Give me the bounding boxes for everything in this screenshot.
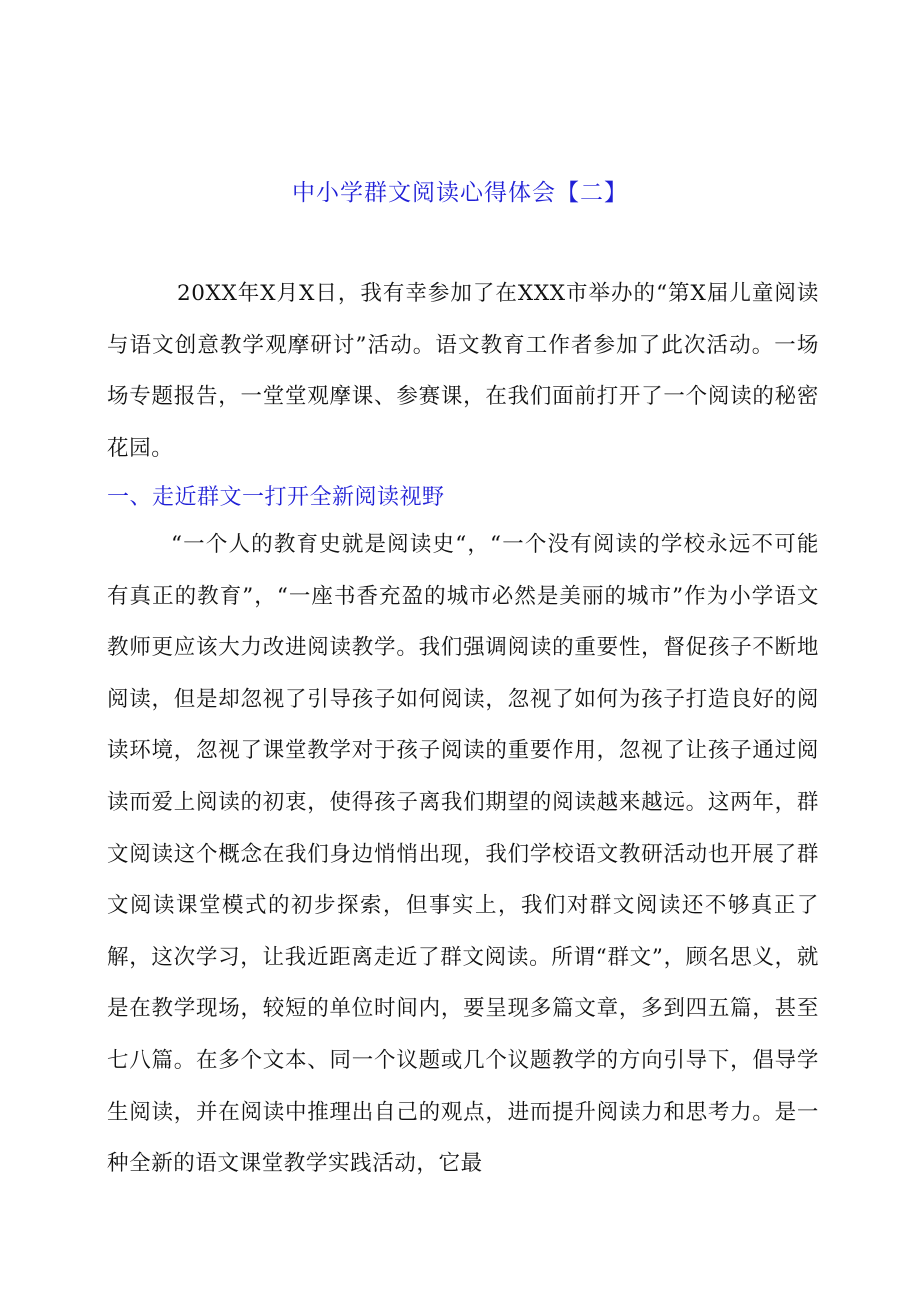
- document-title: 中小学群文阅读心得体会【二】: [292, 180, 628, 206]
- intro-paragraph: 20XX年X月X日，我有幸参加了在XXX市举办的“第X届儿童阅读与语文创意教学观摩研讨”活动。语文教育工作者参加了此次活动。一场场专题报告，一堂堂观摩课、参赛课，在我们面前打开了一个阅读的秘密花园。: [107, 281, 819, 461]
- section-heading: 一、走近群文一打开全新阅读视野: [107, 485, 445, 510]
- section-paragraph: “一个人的教育史就是阅读史“，“一个没有阅读的学校永远不可能有真正的教育”，“一座书香充盈的城市必然是美丽的城市”作为小学语文教师更应该大力改进阅读教学。我们强调阅读的重要性，督促孩子不断地阅读，但是却忽视了引导孩子如何阅读，忽视了如何为孩子打造良好的阅读环境，忽视了课堂教学对于孩子阅读的重要作用，忽视了让孩子通过阅读而爱上阅读的初衷，使得孩子离我们期望的阅读越来越远。这两年，群文阅读这个概念在我们身边悄悄出现，我们学校语文教研活动也开展了群文阅读课堂模式的初步探索，但事实上，我们对群文阅读还不够真正了解，这次学习，让我近距离走近了群文阅读。所谓“群文”，顾名思义，就是在教学现场，较短的单位时间内，要呈现多篇文章，多到四五篇，甚至七八篇。在多个文本、同一个议题或几个议题教学的方向引导下，倡导学生阅读，并在阅读中推理出自己的观点，进而提升阅读力和思考力。是一种全新的语文课堂教学实践活动，它最: [107, 532, 819, 1177]
